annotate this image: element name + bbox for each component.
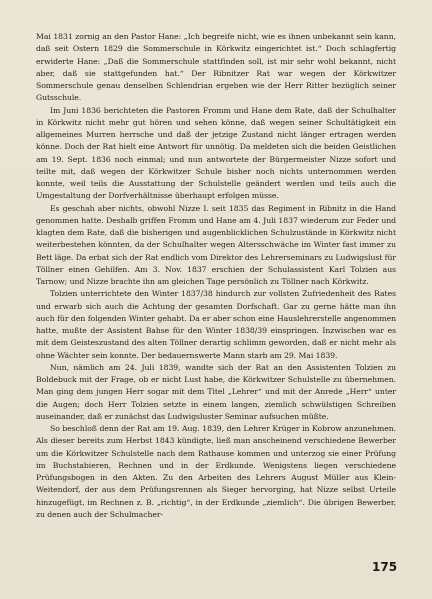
paragraph-1: Mai 1831 zornig an den Pastor Hane: „Ich begreife nicht, wie es ihnen unbekannt sein kann, daß seit Ostern 1829 die Sommerschule in Körkwitz eingerichtet ist.“ Doch schlagfertig erwiderte Hane: „Daß die Sommerschule stattfinden soll, ist mir sehr wohl bekannt, nicht aber, daß sie stattgefunden hat.“ Der Ribnitzer Rat war wegen der Körkwitzer Sommerschule genau denselben Schlendrian ergeben wie der Herr Ritter bezüglich seiner Gutsschule. xyxy=(36,32,396,103)
paragraph-6: So beschloß denn der Rat am 19. Aug. 1839, den Lehrer Krüger in Kobrow anzunehmen. Als dieser bereits zum Herbst 1843 kündigte, ließ man anscheinend verschiedene Bewerber um die Körkwitzer Schulstelle nach dem Rathause kommen und unterzog sie einer Prüfung im Buchstabieren, Rechnen und in der Erdkunde. Wenigstens liegen verschiedene Prüfungsbogen in den Akten. Zu den Arbeiten des Lehrers August Müller aus Klein-Weitendorf, der aus dem Prüfungsrennen als Sieger hervorging, hat Nizze selbst Urteile hinzugefügt, im Rechnen z. B. „richtig“, in der Erdkunde „ziemlich“. Die übrigen Bewerber, zu denen auch der Schulmacher- xyxy=(36,424,396,519)
paragraph-5: Nun, nämlich am 24. Juli 1839, wandte sich der Rat an den Assistenten Tolzien zu Boldebuck mit der Frage, ob er nicht Lust habe, die Körkwitzer Schulstelle zu übernehmen. Man ging dem jungen Herr sogar mit dem Titel „Lehrer“ und mit der Anrede „Herr“ unter die Augen; doch Herr Tolzien setzte in einem langen, ziemlich schwülstigen Schreiben auseinander, daß er zunächst das Ludwigsluster Seminar aufsuchen müßte. xyxy=(36,362,396,421)
body-text xyxy=(36,31,396,521)
paragraph-2: Im Juni 1836 berichteten die Pastoren Fromm und Hane dem Rate, daß der Schulhalter in Körkwitz nicht mehr gut hören und sehen könne, daß wegen seiner Schultätigkeit ein allgemeines Murren herrsche und daß der jetzige Zustand nicht länger ertragen werden könne. Doch der Rat hielt eine Antwort für unnötig. Da meldeten sich die beiden Geistlichen am 19. Sept. 1836 noch einmal; und nun antwortete der Bürgermeister Nizze sofort und teilte mit, daß wegen der Körkwitzer Schule bisher noch nichts unternommen werden konnte, weil teils die Ausstattung der Schulstelle geändert werden und teils auch die Umgestaltung der Dorfverhältnisse überhaupt erfolgen müsse. xyxy=(36,105,396,201)
paragraph-4: Tolzien unterrichtete den Winter 1837/38 hindurch zur vollsten Zufriedenheit des Rates und erwarb sich auch die Achtung der gesamten Dorfschaft. Gar zu gerne hätte man ihn auch für den folgenden Winter gehabt. Da er aber schon eine Hauslehrerstelle angenommen hatte, mußte der Assistent Bahse für den Winter 1838/39 einspringen. Inzwischen war es mit dem Geisteszustand des alten Töllner derartig schlimm geworden, daß er nicht mehr als ohne Wächter sein konnte. Der bedauernswerte Mann starb am 29. Mai 1839. xyxy=(36,289,396,360)
page-number: 175 xyxy=(372,560,398,574)
paragraph-3: Es geschah aber nichts, obwohl Nizze I. seit 1835 das Regiment in Ribnitz in die Hand genommen hatte. Deshalb griffen Fromm und Hane am 4. Juli 1837 wiederum zur Feder und klagten dem Rate, daß die bisherigen und augenblicklichen Schulzustände in Körkwitz nicht weiterbestehen könnten, da der Schulhalter wegen Altersschwäche im Winter fast immer zu Bett läge. Da erbat sich der Rat endlich vom Direktor des Lehrerseminars zu Ludwigslust für Töllner einen Gehilfen. Am 3. Nov. 1837 erschien der Schulassistent Karl Tolzien aus Tarnow; und Nizze brachte ihn am gleichen Tage persönlich zu Töllner nach Körkwitz. xyxy=(36,203,396,286)
